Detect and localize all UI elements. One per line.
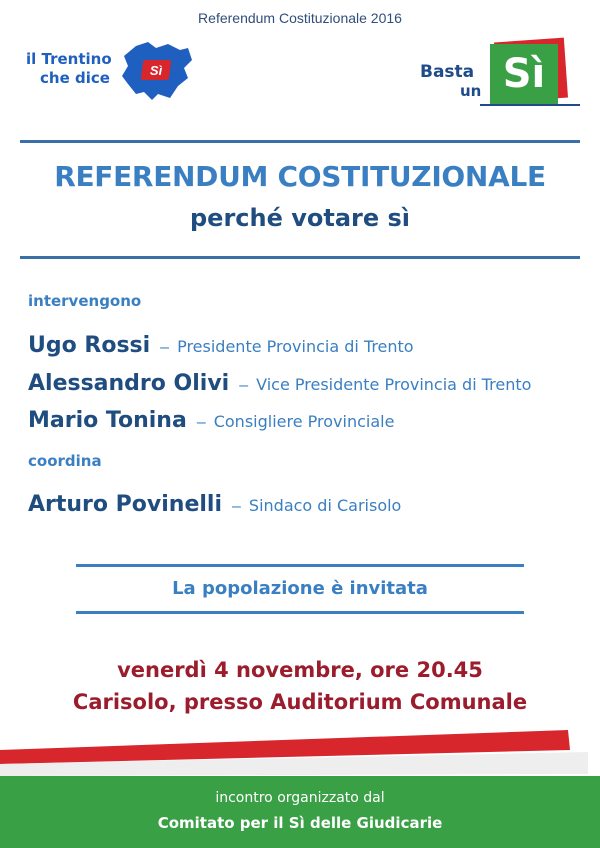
- logo-left-line1: il Trentino: [26, 50, 112, 68]
- invite-text: La popolazione è invitata: [172, 578, 428, 599]
- invite-rule-top: [76, 564, 524, 567]
- logo-right-word1: Basta: [420, 62, 475, 82]
- speaker-role: Consigliere Provinciale: [213, 412, 395, 431]
- subtitle: perché votare sì: [189, 204, 411, 232]
- logo-right-word2: un: [460, 82, 482, 100]
- logo-right-underline: [480, 104, 580, 106]
- logo-right-word3: Sì: [502, 51, 546, 97]
- event-datetime: venerdì 4 novembre, ore 20.45: [117, 658, 483, 682]
- footer-line1: incontro organizzato dal: [215, 790, 385, 806]
- moderator-row: [28, 492, 401, 517]
- speaker-name: Alessandro Olivi: [28, 371, 230, 396]
- logo-right-green-block: [490, 44, 558, 104]
- invite-rule-bottom: [76, 611, 524, 614]
- speaker-role: Vice Presidente Provincia di Trento: [256, 375, 532, 394]
- footer-line2: Comitato per il Sì delle Giudicarie: [157, 814, 443, 832]
- trentino-logo: [26, 40, 196, 102]
- speaker-row: [28, 371, 531, 396]
- footer-band: [0, 776, 600, 848]
- speaker-name: Ugo Rossi: [28, 333, 151, 358]
- speaker-dash: –: [160, 339, 170, 356]
- speakers-label: intervengono: [28, 292, 142, 310]
- logo-left-badge-text: Sì: [149, 62, 163, 78]
- header-title: Referendum Costituzionale 2016: [198, 10, 402, 26]
- moderator-role: Sindaco di Carisolo: [248, 496, 402, 515]
- flag-stripes: [0, 728, 600, 778]
- moderator-name: Arturo Povinelli: [28, 492, 223, 517]
- logo-left-badge: [141, 60, 172, 80]
- title-rule-bottom: [20, 256, 580, 259]
- speaker-row: [28, 333, 414, 358]
- logo-left-line2: che dice: [40, 69, 110, 87]
- basta-un-si-logo: [420, 38, 585, 108]
- speaker-dash: –: [196, 414, 206, 431]
- event-location: Carisolo, presso Auditorium Comunale: [72, 690, 528, 714]
- title-rule-top: [20, 140, 580, 143]
- moderator-label: coordina: [28, 452, 102, 470]
- speaker-role: Presidente Provincia di Trento: [177, 337, 414, 356]
- main-title: REFERENDUM COSTITUZIONALE: [54, 160, 546, 193]
- moderator-dash: –: [232, 498, 241, 515]
- speaker-row: [28, 408, 394, 433]
- speaker-dash: –: [239, 377, 249, 394]
- speaker-name: Mario Tonina: [28, 408, 187, 433]
